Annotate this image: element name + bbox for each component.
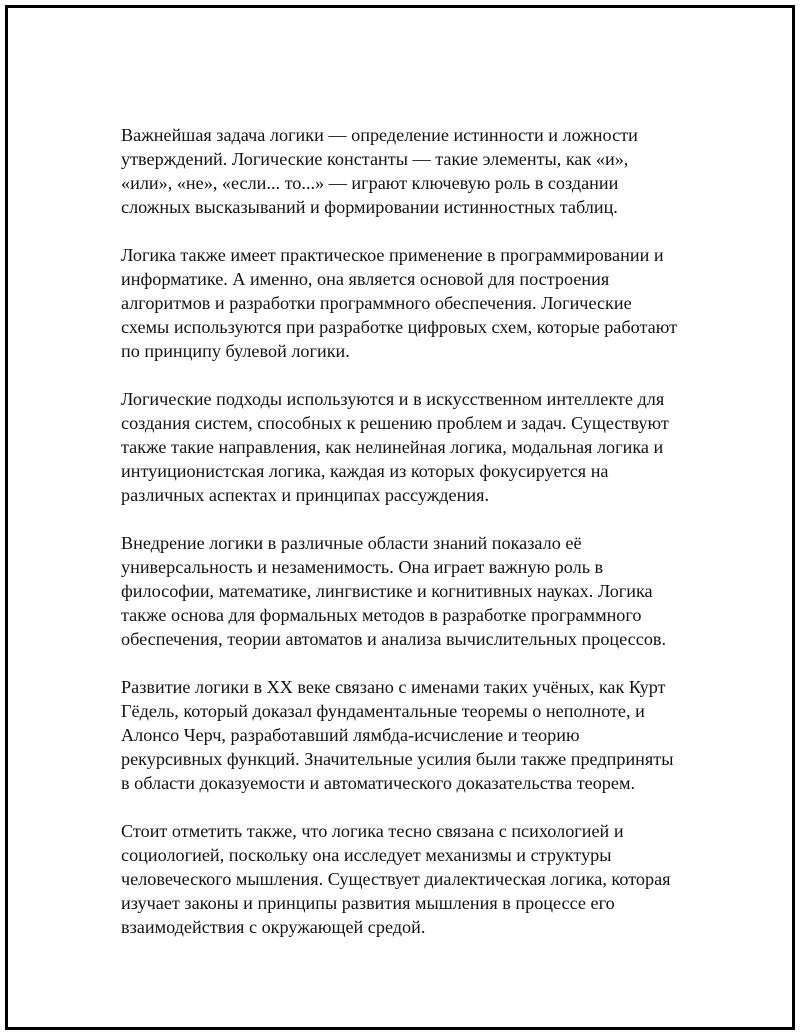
text-line: философии, математике, лингвистике и когнитивных науках. Логика [121, 581, 653, 601]
text-line: Гёдель, который доказал фундаментальные теоремы о неполноте, и [121, 701, 645, 721]
text-line: Алонсо Черч, разработавший лямбда-исчисление и теорию [121, 725, 580, 745]
paragraph-5 [121, 675, 701, 795]
text-line: также основа для формальных методов в разработке программного [121, 605, 642, 625]
text-line: обеспечения, теории автоматов и анализа вычислительных процессов. [121, 629, 667, 649]
text-line: универсальность и незаменимость. Она играет важную роль в [121, 557, 604, 577]
text-line: Важнейшая задача логики — определение истинности и ложности [121, 125, 638, 145]
paragraph-1 [121, 123, 701, 219]
text-line: информатике. А именно, она является основой для построения [121, 269, 610, 289]
text-line: Логика также имеет практическое применение в программировании и [121, 245, 664, 265]
text-line: утверждений. Логические константы — такие элементы, как «и», [121, 149, 629, 169]
text-line: в области доказуемости и автоматического доказательства теорем. [121, 773, 636, 793]
text-line: социологией, поскольку она исследует механизмы и структуры [121, 845, 612, 865]
paragraph-2 [121, 243, 701, 363]
text-line: Стоит отметить также, что логика тесно связана с психологией и [121, 821, 624, 841]
text-line: схемы используются при разработке цифровых схем, которые работают [121, 317, 678, 337]
text-line: «или», «не», «если... то...» — играют ключевую роль в создании [121, 173, 619, 193]
text-line: сложных высказываний и формировании истинностных таблиц. [121, 197, 618, 217]
page-frame [5, 5, 795, 1030]
text-line: интуиционистская логика, каждая из которых фокусируется на [121, 461, 609, 481]
document-body [121, 123, 701, 939]
text-line: различных аспектах и принципах рассуждения. [121, 485, 490, 505]
text-line: также такие направления, как нелинейная логика, модальная логика и [121, 437, 664, 457]
text-line: Логические подходы используются и в искусственном интеллекте для [121, 389, 665, 409]
text-line: человеческого мышления. Существует диалектическая логика, которая [121, 869, 671, 889]
paragraph-4 [121, 531, 701, 651]
text-line: Внедрение логики в различные области знаний показало её [121, 533, 582, 553]
text-line: создания систем, способных к решению проблем и задач. Существуют [121, 413, 669, 433]
paragraph-6 [121, 819, 701, 939]
text-line: Развитие логики в XX веке связано с именами таких учёных, как Курт [121, 677, 666, 697]
text-line: алгоритмов и разработки программного обеспечения. Логические [121, 293, 632, 313]
paragraph-3 [121, 387, 701, 507]
text-line: рекурсивных функций. Значительные усилия были также предприняты [121, 749, 674, 769]
text-line: изучает законы и принципы развития мышления в процессе его [121, 893, 615, 913]
text-line: по принципу булевой логики. [121, 341, 350, 361]
text-line: взаимодействия с окружающей средой. [121, 917, 426, 937]
